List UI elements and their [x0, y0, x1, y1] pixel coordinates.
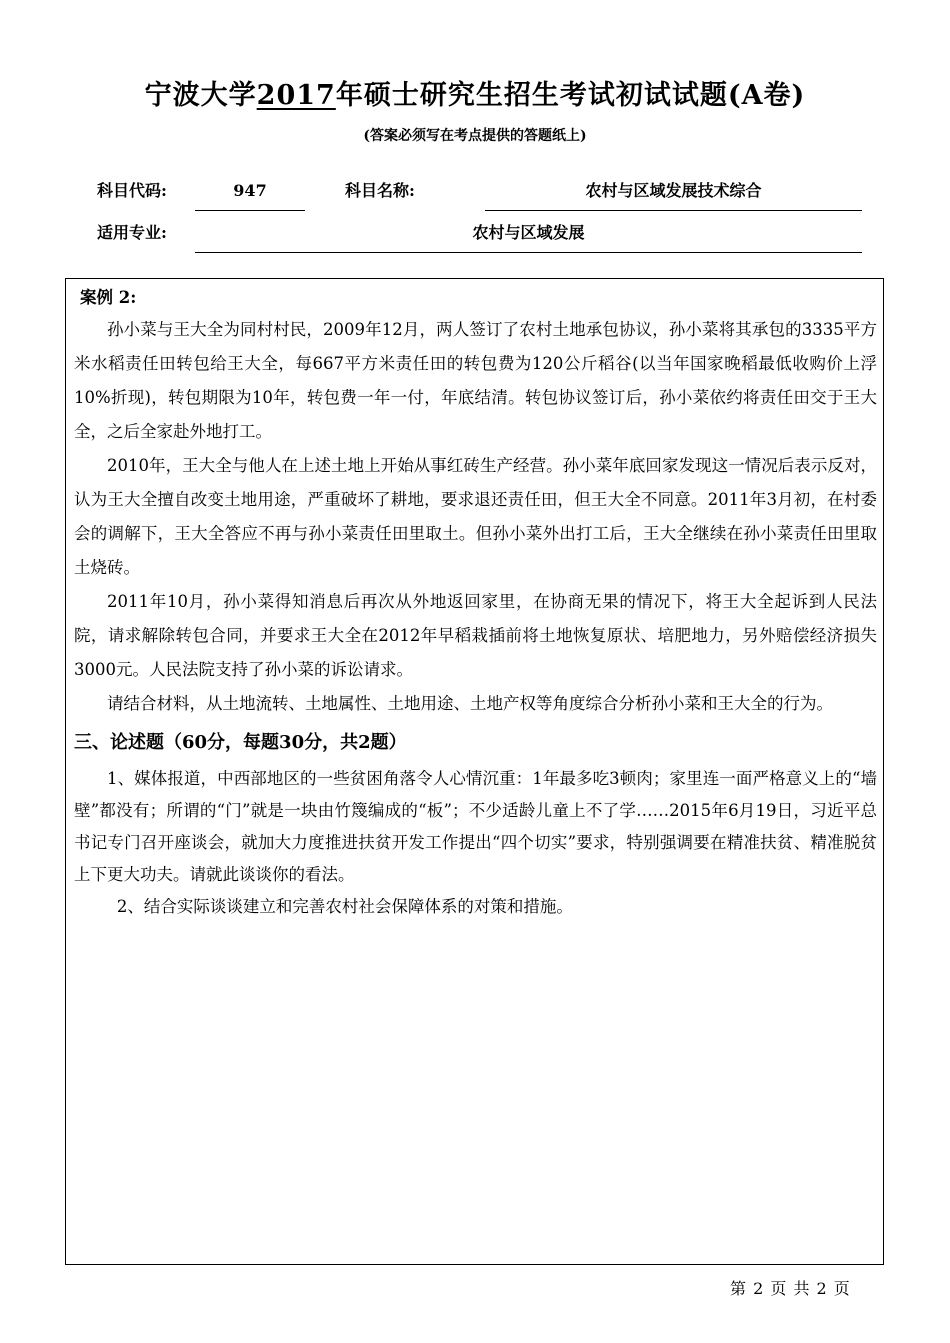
page-indicator: 第 2 页 共 2 页 — [730, 1279, 851, 1298]
subject-code-value: 947 — [233, 181, 267, 200]
title-year: 2017 — [256, 80, 336, 111]
essay-question-2: 2、结合实际谈谈建立和完善农村社会保障体系的对策和措施。 — [116, 897, 573, 916]
question-content — [74, 283, 877, 923]
major-value: 农村与区域发展 — [472, 223, 585, 242]
subject-code-underline — [195, 210, 305, 211]
exam-title — [0, 78, 950, 114]
subject-code-label: 科目代码: — [97, 181, 167, 200]
subject-name-label: 科目名称: — [345, 181, 415, 200]
title-prefix: 宁波大学 — [144, 80, 257, 111]
case-paragraph-1: 孙小菜与王大全为同村村民，2009年12月，两人签订了农村土地承包协议，孙小菜将其承包的3335平方米水稻责任田转包给王大全，每667平方米责任田的转包费为120公斤稻谷(以当年国家晚稻最低收购价上浮10%折现)，转包期限为10年，转包费一年一付，年底结清。转包协议签订后，孙小菜依约将责任田交于王大全，之后全家赴外地打工。 — [74, 320, 877, 441]
subject-name-underline — [485, 210, 862, 211]
section-title: 三、论述题（60分，每题30分，共2题） — [74, 732, 407, 753]
case-title: 案例 2: — [80, 288, 137, 307]
question-box — [65, 278, 884, 1265]
essay-question-1: 1、媒体报道，中西部地区的一些贫困角落令人心情沉重：1年最多吃3顿肉；家里连一面严格意义上的“墙壁”都没有；所谓的“门”就是一块由竹篾编成的“板”；不少适龄儿童上不了学……2015年6月19日，习近平总书记专门召开座谈会，就加大力度推进扶贫开发工作提出“四个切实”要求，特别强调要在精准扶贫、精准脱贫上下更大功夫。请就此谈谈你的看法。 — [74, 769, 877, 884]
case-paragraph-2: 2010年，王大全与他人在上述土地上开始从事红砖生产经营。孙小菜年底回家发现这一情况后表示反对，认为王大全擅自改变土地用途，严重破坏了耕地，要求退还责任田，但王大全不同意。2011年3月初，在村委会的调解下，王大全答应不再与孙小菜责任田里取土。但孙小菜外出打工后，王大全继续在孙小菜责任田里取土烧砖。 — [74, 456, 877, 577]
major-label: 适用专业: — [97, 223, 167, 242]
exam-subtitle: (答案必须写在考点提供的答题纸上) — [363, 128, 587, 144]
title-suffix: 年硕士研究生招生考试初试试题(A卷) — [335, 80, 806, 111]
case-paragraph-3: 2011年10月，孙小菜得知消息后再次从外地返回家里，在协商无果的情况下，将王大全起诉到人民法院，请求解除转包合同，并要求王大全在2012年早稻栽插前将土地恢复原状、培肥地力，另外赔偿经济损失3000元。人民法院支持了孙小菜的诉讼请求。 — [74, 592, 877, 679]
major-underline — [195, 252, 862, 253]
case-question: 请结合材料，从土地流转、土地属性、土地用途、土地产权等角度综合分析孙小菜和王大全的行为。 — [107, 694, 833, 713]
subject-name-value: 农村与区域发展技术综合 — [585, 181, 762, 200]
